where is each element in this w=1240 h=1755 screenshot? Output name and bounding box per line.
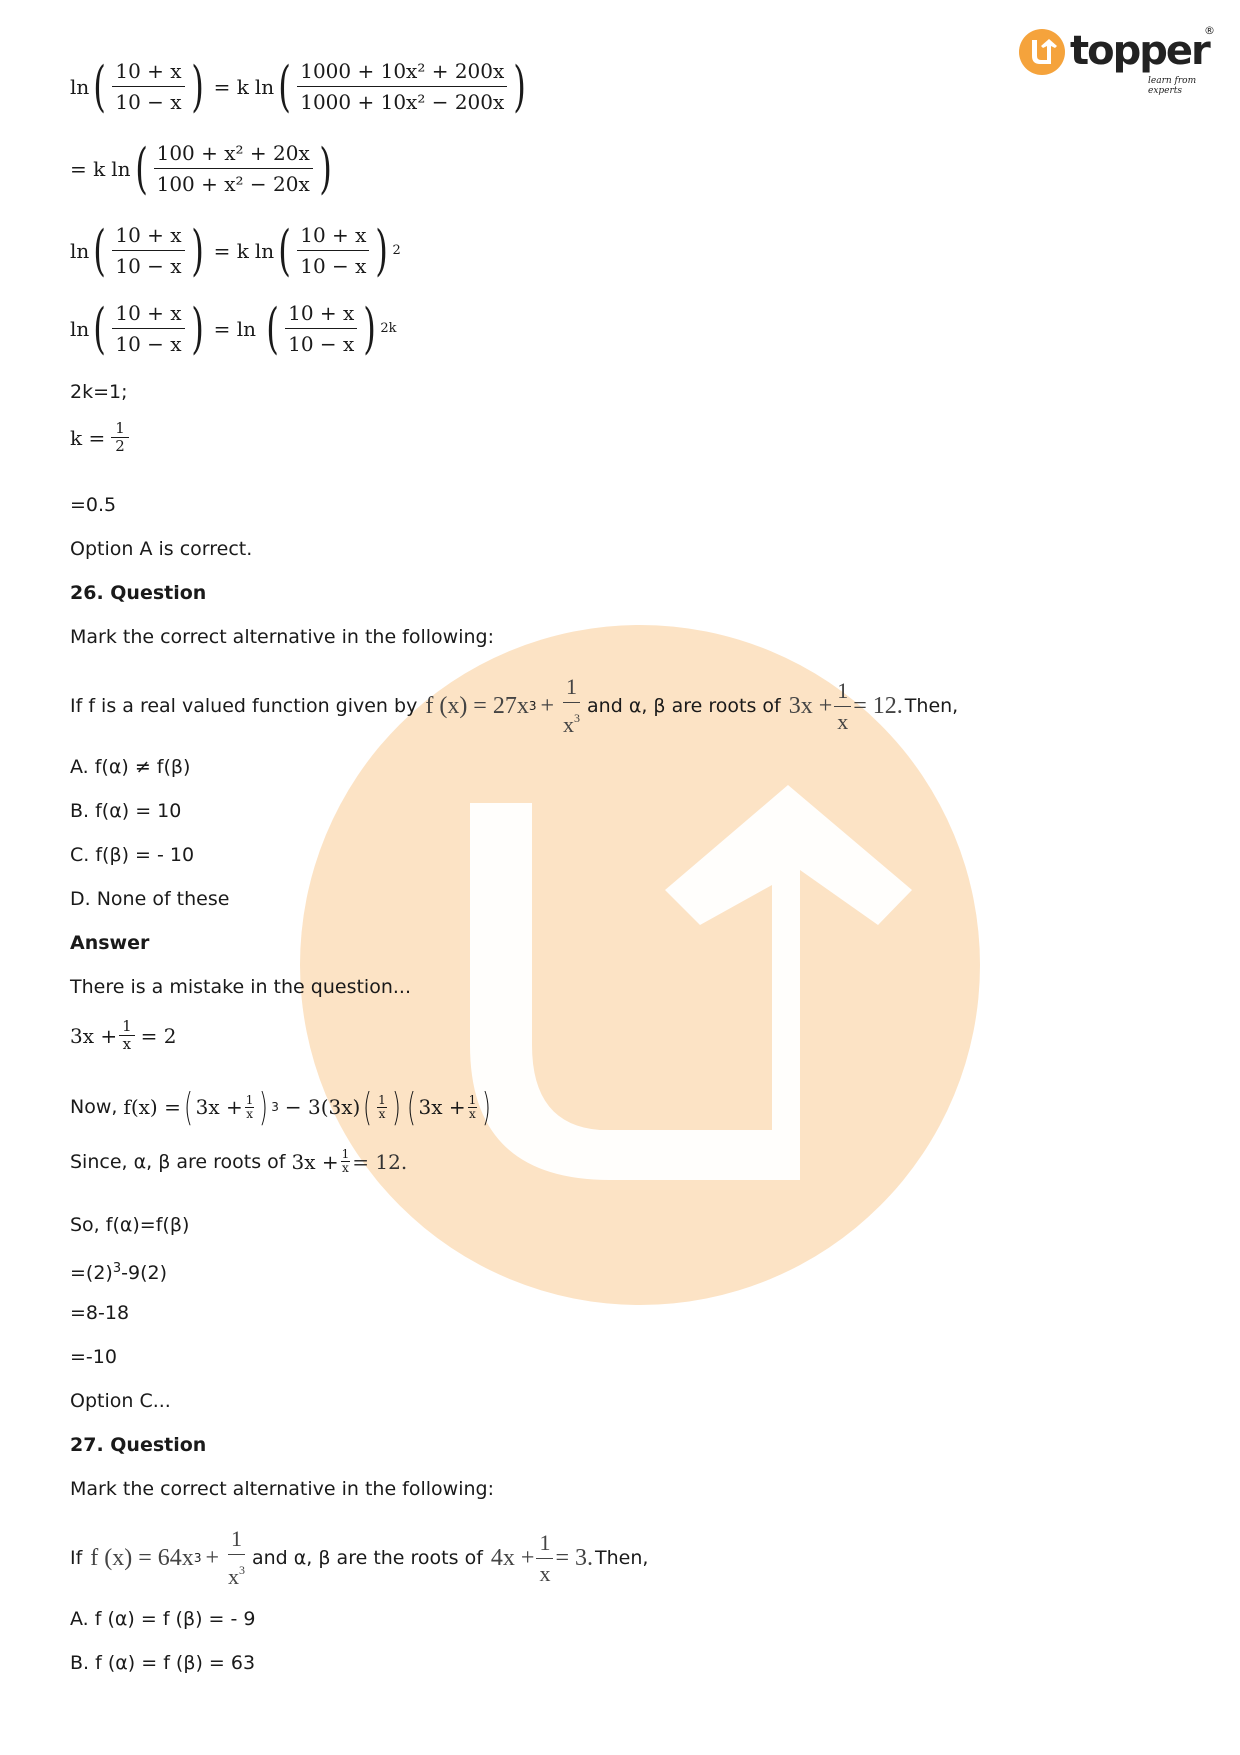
- text-line: 2k=1;: [70, 381, 128, 403]
- text-line: Option A is correct.: [70, 538, 253, 560]
- fraction: $\frac{1}{x}$: [834, 676, 851, 737]
- question-27-statement: If f (x) = 64x 3 + $\frac{1}{x^3}$ and α, β are the roots of 4x + $\frac{1}{x}$ = 3. Then,: [70, 1524, 648, 1592]
- ln-label: ln: [70, 74, 90, 99]
- equation-line-2: = k ln ( $\frac{\text{100 + x² + 20x}}{\text{100 + x² − 20x}}$ ): [70, 136, 332, 200]
- fraction: $\frac{10 + x}{10 - x}$: [112, 220, 184, 281]
- option-b: B. f (α) = f (β) = 63: [70, 1652, 256, 1674]
- answer-heading: Answer: [70, 932, 150, 954]
- fraction: $\frac{10 + x}{10 - x}$: [112, 298, 184, 359]
- text-line: =-10: [70, 1346, 117, 1368]
- text-line: Mark the correct alternative in the following:: [70, 1478, 495, 1500]
- text-line: =8-18: [70, 1302, 130, 1324]
- fraction: $\frac{1}{2}$: [111, 420, 129, 455]
- answer-equation: 3x + $\frac{1}{x}$ = 2: [70, 1017, 177, 1053]
- fraction: $\frac{1}{x}$: [245, 1092, 254, 1121]
- registered-mark: ®: [1204, 24, 1215, 37]
- equation-line-1: ln ( $\frac{10 + x}{10 - x}$ ) = k ln ( $\frac{\text{1000 + 10x² + 200x}}{\text{1000 + 10x² − 200x}}$ ): [70, 54, 527, 118]
- equation-line-4: ln ( $\frac{10 + x}{10 - x}$ ) = ln ( $\frac{10 + x}{10 - x}$ ) 2k: [70, 296, 397, 360]
- option-a: A. f(α) ≠ f(β): [70, 756, 191, 778]
- text-line: Option C...: [70, 1390, 171, 1412]
- exponent: 2k: [380, 320, 397, 336]
- now-equation: Now, f(x) = ( 3x + $\frac{1}{x}$ ) 3 − 3(3x) ( $\frac{1}{x}$ ) ( 3x + $\frac{1}{x}$ ): [70, 1085, 492, 1129]
- since-line: Since, α, β are roots of 3x + $\frac{1}{x}$ = 12.: [70, 1147, 408, 1175]
- fraction: $\frac{10 + x}{10 - x}$: [112, 56, 184, 117]
- exponent: 2: [392, 242, 401, 258]
- fraction: $\frac{1}{x}$: [119, 1018, 135, 1053]
- fraction: $\frac{10 + x}{10 - x}$: [297, 220, 369, 281]
- question-heading: 27. Question: [70, 1434, 207, 1456]
- option-c: C. f(β) = - 10: [70, 844, 195, 866]
- fraction: $\frac{\text{1000 + 10x² + 200x}}{\text{1000 + 10x² − 200x}}$: [297, 56, 507, 117]
- fraction: $\frac{10 + x}{10 - x}$: [285, 298, 357, 359]
- fraction: $\frac{1}{x^3}$: [228, 1526, 245, 1589]
- brand-tagline: learn from experts: [1148, 76, 1197, 96]
- option-a: A. f (α) = f (β) = - 9: [70, 1608, 256, 1630]
- question-heading: 26. Question: [70, 582, 207, 604]
- fraction: $\frac{1}{x}$: [536, 1528, 553, 1589]
- k-fraction-line: k = $\frac{1}{2}$: [70, 420, 131, 455]
- option-b: B. f(α) = 10: [70, 800, 182, 822]
- fraction: $\frac{1}{x^3}$: [563, 674, 581, 737]
- text-line: Mark the correct alternative in the following:: [70, 626, 495, 648]
- fraction: $\frac{1}{x}$: [468, 1092, 477, 1121]
- fraction: $\frac{1}{x}$: [341, 1147, 350, 1175]
- question-26-statement: If f is a real valued function given by f (x) = 27x 3 + $\frac{1}{x^3}$ and α, β are roots of 3x + $\frac{1}{x}$ = 12. Then,: [70, 672, 958, 740]
- calc-line: $=(2)^3-9(2)$: [70, 1261, 167, 1284]
- text-line: =0.5: [70, 494, 117, 516]
- topper-logo: [1018, 24, 1215, 96]
- fraction: $\frac{\text{100 + x² + 20x}}{\text{100 + x² − 20x}}$: [154, 138, 313, 199]
- brand-name: topper: [1070, 28, 1209, 74]
- option-d: D. None of these: [70, 888, 230, 910]
- equation-line-3: ln ( $\frac{10 + x}{10 - x}$ ) = k ln ( $\frac{10 + x}{10 - x}$ ) 2: [70, 218, 401, 282]
- fraction: $\frac{1}{x}$: [378, 1092, 386, 1121]
- text-line: There is a mistake in the question...: [70, 976, 411, 998]
- text-line: So, f(α)=f(β): [70, 1214, 190, 1236]
